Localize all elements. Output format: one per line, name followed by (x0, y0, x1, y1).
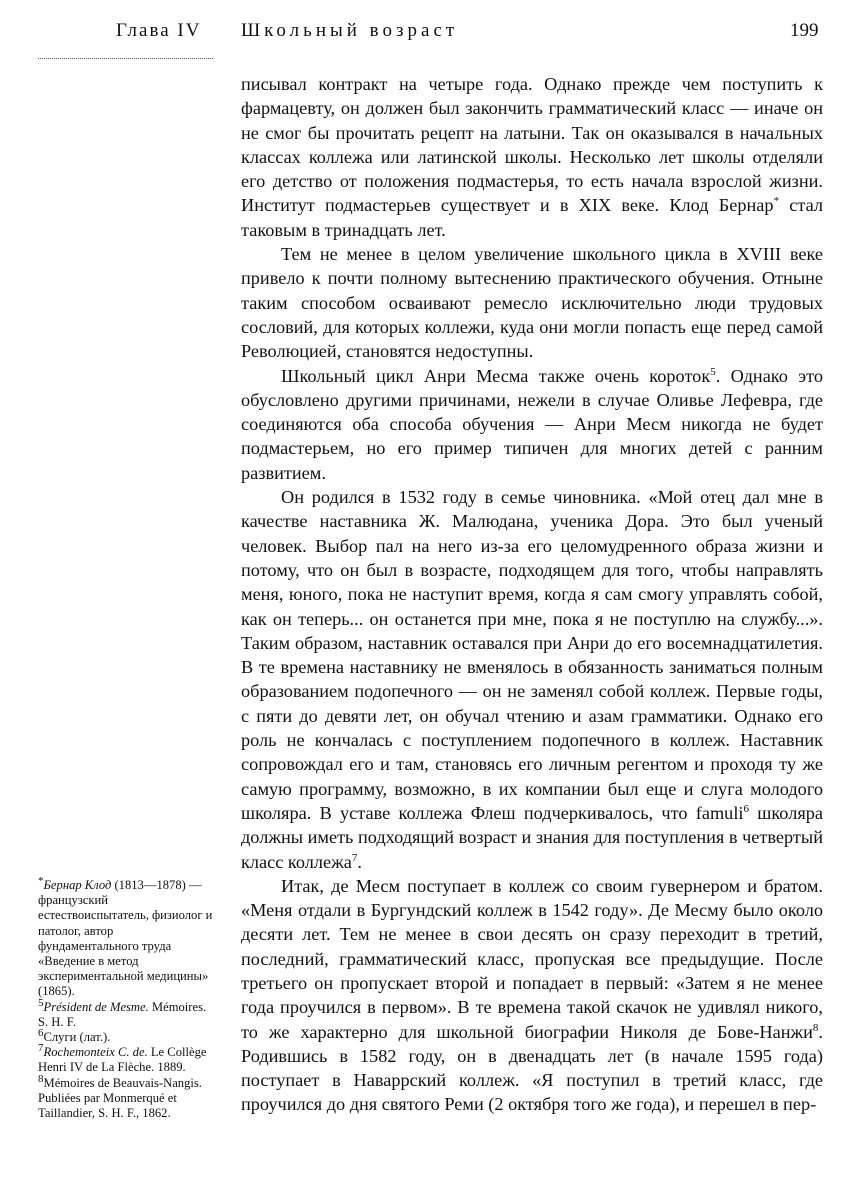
paragraph: Школьный цикл Анри Месма также очень короток$^5$. Однако это обусловлено другими причинами, нежели в случае Оливье Лефевра, где соединяются оба способа обучения — Анри Месм никогда не будет подмастерьем, но его пример типичен для многих детей с ранним развитием. (241, 365, 823, 483)
margin-note: *Бернар Клод (1813—1878) — французский естествоиспытатель, физиолог и патолог, автор фундаментального труда «Введение в метод экспериментальной медицины» (1865). (38, 874, 213, 999)
footnote-marker: 6 (743, 802, 749, 815)
paragraph: Итак, де Месм поступает в коллеж со своим гувернером и братом. «Меня отдали в Бургундский коллеж в 1542 году». Де Месму было около десяти лет. Тем не менее в свои десять он сразу переходит в третий, последний, грамматический класс, пропуская все предыдущие. После третьего он пропускает второй и попадает в первый: «Затем я не менее года проучился в первом». В те времена такой скачок не удивлял никого, то же характерно для школьной биографии Николя де Бове-Нанжи$^8$. Родившись в 1582 году, он в двенадцать лет (в начале 1595 года) поступает в Наваррский коллеж. «Я поступил в третий класс, где проучился до дня святого Реми (2 октября того же года), и перешел в пер- (241, 875, 823, 1115)
footnote-marker: 8 (812, 1021, 819, 1034)
paragraph: Тем не менее в целом увеличение школьного цикла в XVIII веке привело к почти полному вытеснению практического обучения. Отныне таким способом осваивают ремесло исключительно люди трудовых сословий, для которых коллежи, куда они могли попасть еще перед самой Революцией, становятся недоступны. (241, 244, 823, 362)
margin-notes (38, 874, 213, 1121)
footnote-marker: * (773, 195, 780, 208)
paragraph: Он родился в 1532 году в семье чиновника. «Мой отец дал мне в качестве наставника Ж. Малюдана, ученика Дора. Это был ученый человек. Выбор пал на него из-за его целомудренного образа жизни и потому, что он был в возрасте, подходящем для того, чтобы направлять меня, юного, пока не наступит время, когда я сам смогу управлять собой, как он теперь... он останется при мне, пока я не поступлю на службу...». Таким образом, наставник оставался при Анри до его восемнадцатилетия. В те времена наставнику не вменялось в обязанность заниматься полным образованием подопечного — он не заменял собой коллеж. Первые годы, с пяти до девяти лет, он обучал чтению и азам грамматики. Однако его роль не кончалась с поступлением подопечного в коллеж. Наставник сопровождал его и там, становясь его личным регентом и проходя ту же самую программу, возможно, в их компании был еще и слуга молодого школяра. В уставе коллежа Флеш подчеркивалось, что famuli$^6$ школяра должны иметь подходящий возраст и знания для поступления в четвертый класс коллежа$^7$. (241, 487, 823, 872)
header-divider (38, 58, 213, 59)
paragraph: писывал контракт на четыре года. Однако прежде чем поступить к фармацевту, он должен был закончить грамматический класс — иначе он не смог бы прочитать рецепт на латыни. Так он оказывался в начальных классах коллежа или латинской школы. Несколько лет школы отделяли его детство от положения подмастерья, то есть начала взрослой жизни. Институт подмастерьев существует и в XIX веке. Клод Бернар* стал таковым в тринадцать лет. (241, 74, 823, 240)
footnote-marker: 7 (351, 851, 358, 864)
margin-note: $^6$Слуги (лат.). (38, 1026, 111, 1045)
margin-note: $^8$Mémoires de Beauvais-Nangis. Publiées par Monmerqué et Taillandier, S. H. F., 1862. (38, 1072, 202, 1121)
main-text-column (241, 72, 823, 1117)
running-head (0, 20, 854, 50)
chapter-title: Школьный возраст (241, 20, 459, 41)
footnote-marker: 5 (710, 365, 716, 378)
margin-note: $^5$Président de Mesme. Mémoires. S. H. F. (38, 996, 207, 1029)
margin-note: $^7$Rochemonteix C. de. Le Collège Henri IV de La Flèche. 1889. (38, 1042, 207, 1075)
page-number: 199 (790, 20, 819, 41)
chapter-label: Глава IV (116, 20, 202, 41)
